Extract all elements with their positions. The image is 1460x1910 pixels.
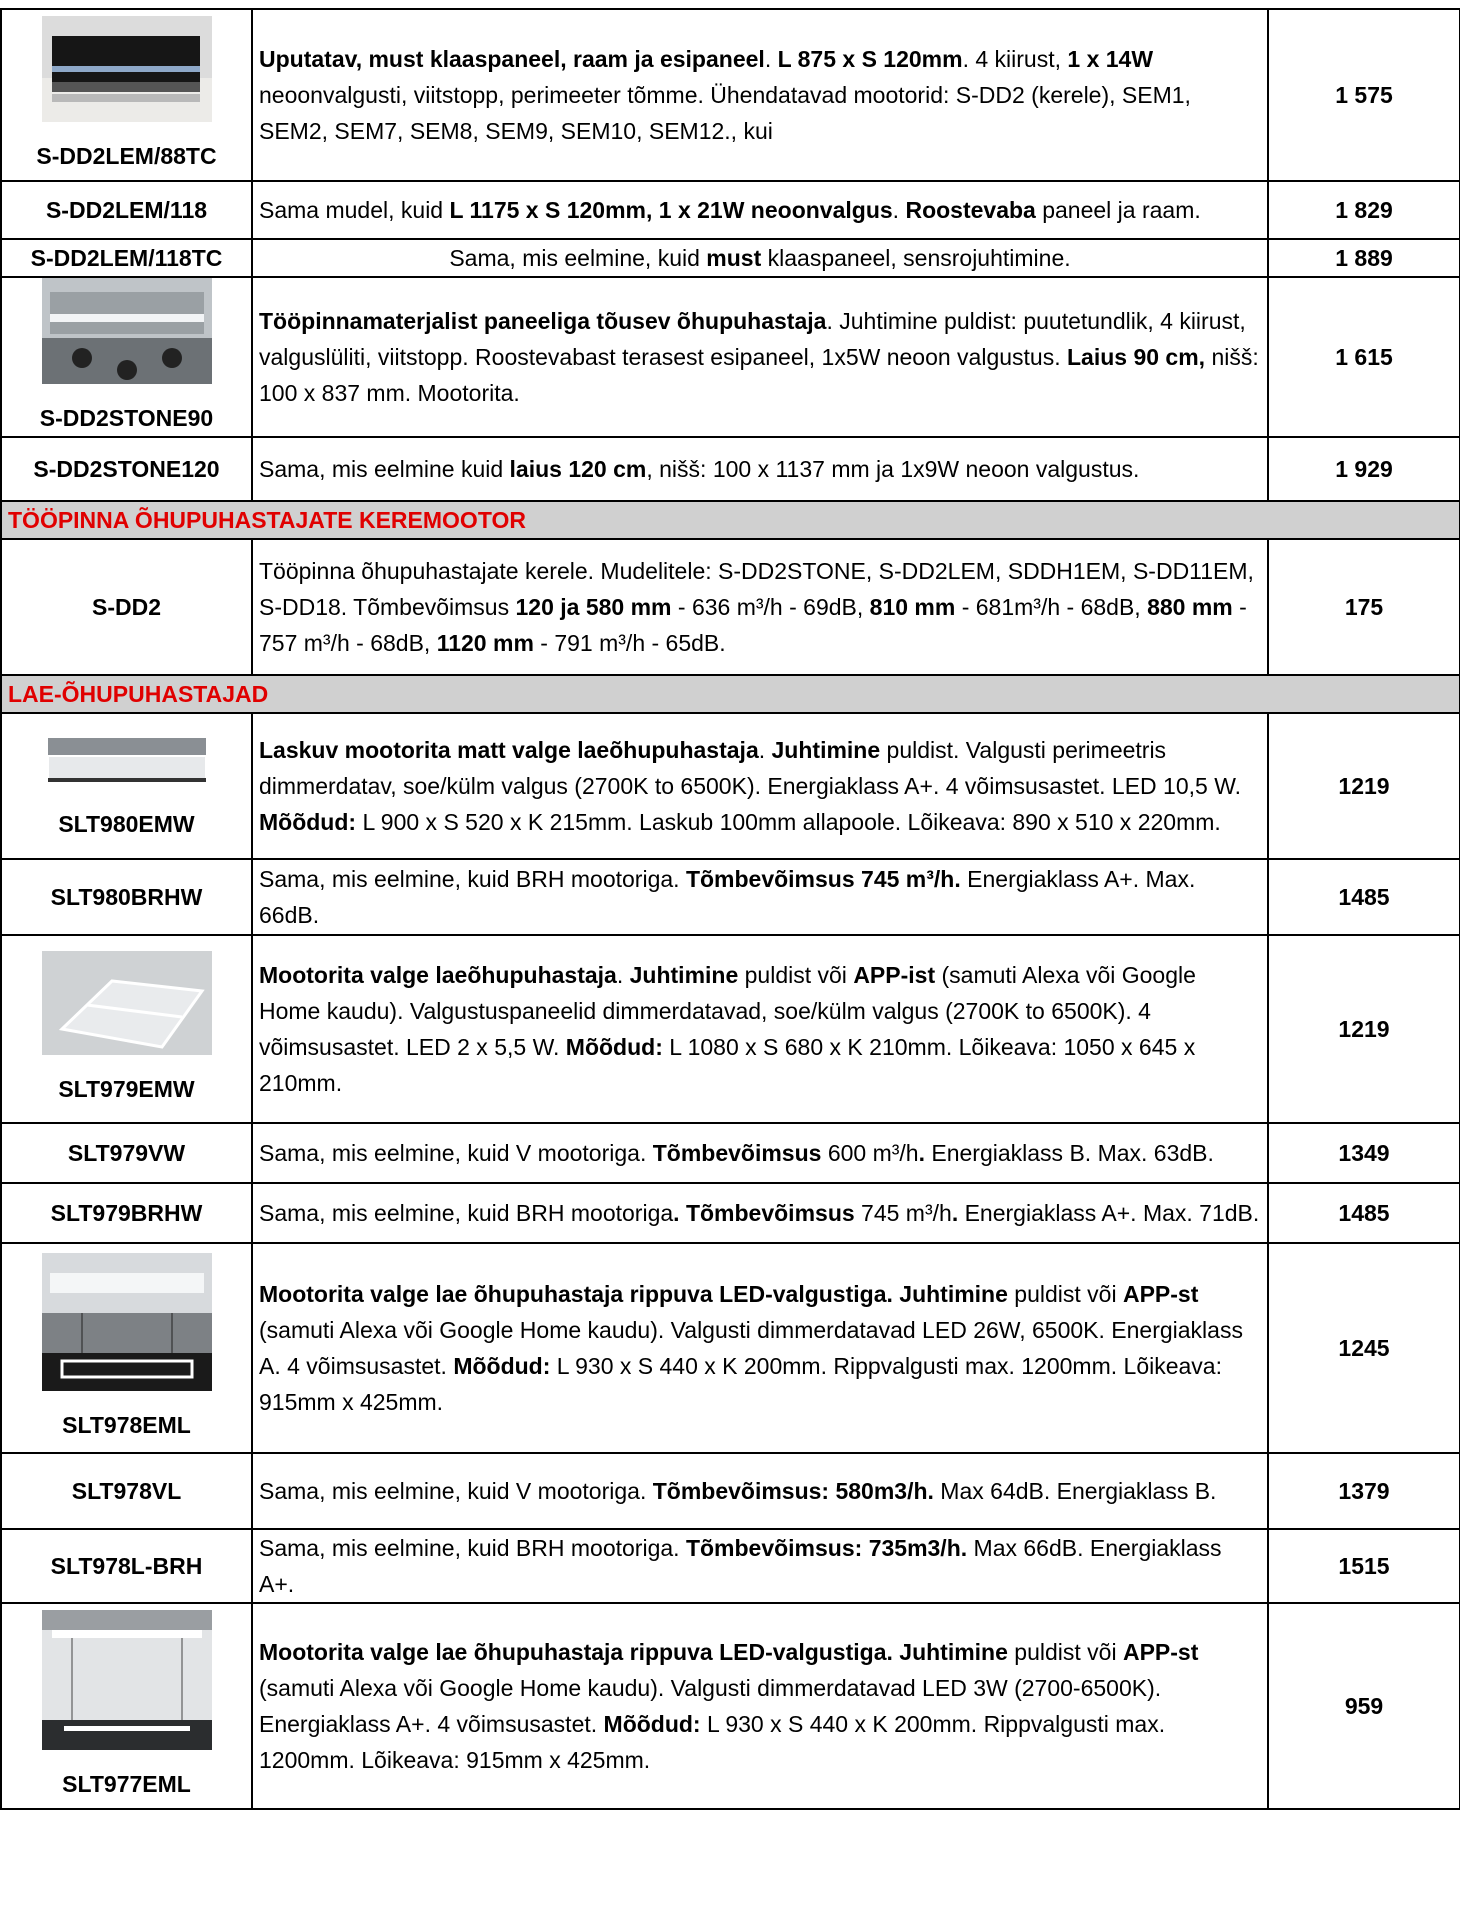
description-text: . [758, 737, 772, 763]
product-row [1, 277, 1460, 437]
description-bold-text: 120 ja 580 mm [515, 594, 672, 620]
description-cell [252, 859, 1268, 935]
description-text: - 636 m³/h - 69dB, [671, 594, 870, 620]
price-cell: 1379 [1268, 1453, 1460, 1529]
model-cell [1, 859, 252, 935]
price-cell: 1245 [1268, 1243, 1460, 1453]
description-text: . [764, 46, 778, 72]
price-cell: 175 [1268, 539, 1460, 675]
price-cell: 1 889 [1268, 239, 1460, 277]
description-bold-text: Mõõdud: [603, 1711, 701, 1737]
product-row [1, 1183, 1460, 1243]
description-cell [252, 539, 1268, 675]
description-bold-text: 1120 mm [436, 630, 534, 656]
price-cell: 1515 [1268, 1529, 1460, 1603]
description-bold-text: Tõmbevõimsus [652, 1140, 822, 1166]
ceiling-hood-pendant-led-photo [8, 1253, 245, 1401]
description-text: - 791 m³/h - 65dB. [533, 630, 726, 656]
model-cell [1, 539, 252, 675]
description-text: Sama mudel, kuid [259, 197, 450, 223]
description-cell [252, 1123, 1268, 1183]
description-bold-text: laius 120 cm [509, 456, 647, 482]
model-code: SLT978VL [71, 1478, 182, 1504]
description-text: L 1080 x S 680 x K 210mm. Lõikeava: 1050 x 645 x 210mm. [259, 1034, 1196, 1096]
downdraft-hood-black-glass-photo [8, 16, 245, 132]
description-bold-text: APP-ist [853, 962, 936, 988]
section-title: LAE-ÕHUPUHASTAJAD [1, 675, 1460, 713]
description-text: (samuti Alexa või Google Home kaudu). Valgusti dimmerdatavad LED 3W (2700-6500K). Energiaklass A+. 4 võimsusastet. [259, 1675, 1162, 1737]
product-row [1, 239, 1460, 277]
description-bold-text: Mõõdud: [453, 1353, 551, 1379]
description-bold-text: Tööpinnamaterjalist paneeliga tõusev õhupuhastaja [259, 308, 827, 334]
description-bold-text: Laskuv mootorita matt valge laeõhupuhastaja [259, 737, 759, 763]
model-code: S-DD2STONE90 [39, 405, 214, 431]
description-cell [252, 1453, 1268, 1529]
product-row [1, 9, 1460, 181]
description-text: L 900 x S 520 x K 215mm. Laskub 100mm allapoole. Lõikeava: 890 x 510 x 220mm. [356, 809, 1221, 835]
description-text: Sama, mis eelmine kuid [259, 456, 510, 482]
description-text: puldist või [1007, 1639, 1123, 1665]
price-list-table [0, 8, 1460, 1810]
countertop-hood-over-gas-hob-photo [8, 278, 245, 394]
description-bold-text: Roostevaba [905, 197, 1036, 223]
model-cell [1, 437, 252, 501]
model-cell [1, 1183, 252, 1243]
description-bold-text: . [951, 1200, 959, 1226]
product-row [1, 1243, 1460, 1453]
price-cell: 1485 [1268, 859, 1460, 935]
description-text: Tööpinna õhupuhastajate kerele. Mudelitele: S-DD2STONE, S-DD2LEM, SDDH1EM, S-DD11EM, S-DD18. Tõmbevõimsus [259, 558, 1254, 620]
product-row [1, 1453, 1460, 1529]
model-cell [1, 1603, 252, 1809]
description-cell [252, 713, 1268, 859]
description-cell [252, 1529, 1268, 1603]
description-bold-text: Mootorita valge lae õhupuhastaja rippuva LED-valgustiga. Juhtimine [259, 1281, 1008, 1307]
model-cell [1, 1123, 252, 1183]
description-text: Sama, mis eelmine, kuid [449, 245, 707, 271]
model-code: SLT980BRHW [50, 884, 203, 910]
description-text: Energiaklass A+. Max. 71dB. [958, 1200, 1260, 1226]
description-bold-text: APP-st [1122, 1639, 1199, 1665]
description-text: Sama, mis eelmine, kuid V mootoriga. [259, 1140, 653, 1166]
description-text: Sama, mis eelmine, kuid V mootoriga. [259, 1478, 653, 1504]
description-text: . [616, 962, 630, 988]
description-bold-text: Juhtimine [629, 962, 739, 988]
description-text: L 930 x S 440 x K 200mm. Rippvalgusti max. 1200mm. Lõikeava: 915mm x 425mm. [259, 1711, 1166, 1773]
model-cell [1, 935, 252, 1123]
price-cell: 959 [1268, 1603, 1460, 1809]
price-cell: 1219 [1268, 935, 1460, 1123]
description-bold-text: Tõmbevõimsus: 735m3/h. [685, 1535, 968, 1561]
model-code: SLT979EMW [58, 1076, 195, 1102]
description-bold-text: must [706, 245, 762, 271]
description-bold-text: Uputatav, must klaaspaneel, raam ja esipaneel [259, 46, 765, 72]
product-row [1, 935, 1460, 1123]
model-cell [1, 239, 252, 277]
model-code: SLT978L-BRH [50, 1553, 203, 1579]
product-row [1, 1123, 1460, 1183]
description-text: 745 m³/h [854, 1200, 952, 1226]
section-header-row [1, 501, 1460, 539]
description-bold-text: Mõõdud: [259, 809, 357, 835]
description-text: puldist või [1007, 1281, 1123, 1307]
model-cell [1, 713, 252, 859]
description-bold-text: Juhtimine [771, 737, 881, 763]
description-text: . Juhtimine puldist: puutetundlik, 4 kiirust, valguslüliti, viitstopp. Roostevabast terasest esipaneel, 1x5W neoon valgustus. [259, 308, 1246, 370]
description-cell [252, 1603, 1268, 1809]
description-text: Max 64dB. Energiaklass B. [933, 1478, 1217, 1504]
model-code: S-DD2 [91, 594, 161, 620]
description-bold-text: L 875 x S 120mm [777, 46, 963, 72]
description-bold-text: 880 mm [1147, 594, 1233, 620]
product-row [1, 859, 1460, 935]
price-cell: 1219 [1268, 713, 1460, 859]
description-bold-text: . [918, 1140, 925, 1166]
description-text: puldist või [738, 962, 854, 988]
description-cell [252, 9, 1268, 181]
description-cell [252, 277, 1268, 437]
model-cell [1, 277, 252, 437]
product-row [1, 437, 1460, 501]
description-bold-text: 810 mm [869, 594, 956, 620]
description-bold-text: APP-st [1122, 1281, 1199, 1307]
description-text: - 681m³/h - 68dB, [955, 594, 1148, 620]
model-code: S-DD2LEM/88TC [36, 143, 217, 169]
product-row [1, 1529, 1460, 1603]
description-text: 600 m³/h [821, 1140, 919, 1166]
model-cell [1, 1529, 252, 1603]
model-cell [1, 181, 252, 239]
description-text: nišš: 100 x 837 mm. Mootorita. [259, 344, 1259, 406]
price-cell: 1485 [1268, 1183, 1460, 1243]
model-code: SLT978EML [62, 1412, 191, 1438]
description-text: . 4 kiirust, [962, 46, 1068, 72]
description-text: L 930 x S 440 x K 200mm. Rippvalgusti max. 1200mm. Lõikeava: 915mm x 425mm. [259, 1353, 1222, 1415]
section-title: TÖÖPINNA ÕHUPUHASTAJATE KEREMOOTOR [1, 501, 1460, 539]
model-cell [1, 9, 252, 181]
description-text: neoonvalgusti, viitstopp, perimeeter tõmme. Ühendatavad mootorid: S-DD2 (kerele), SEM1, SEM2, SEM7, SEM8, SEM9, SEM10, SEM12., kui [259, 82, 1191, 144]
description-text: Max 66dB. Energiaklass A+. [259, 1535, 1222, 1597]
description-bold-text: 1 x 14W [1067, 46, 1154, 72]
model-code: S-DD2STONE120 [33, 456, 220, 482]
description-bold-text: Mõõdud: [565, 1034, 663, 1060]
description-text: . [892, 197, 906, 223]
model-cell [1, 1453, 252, 1529]
model-code: SLT979BRHW [50, 1200, 203, 1226]
model-code: SLT980EMW [58, 811, 195, 837]
description-text: klaaspaneel, sensrojuhtimine. [761, 245, 1071, 271]
description-text: Energiaklass B. Max. 63dB. [924, 1140, 1214, 1166]
description-cell [252, 1183, 1268, 1243]
description-cell [252, 1243, 1268, 1453]
price-cell: 1 615 [1268, 277, 1460, 437]
price-list-body [1, 9, 1460, 1809]
description-text: Sama, mis eelmine, kuid BRH mootoriga. [259, 866, 686, 892]
ceiling-hood-perimeter-light-photo [8, 730, 245, 800]
product-row [1, 539, 1460, 675]
description-bold-text: Tõmbevõimsus 745 m³/h. [685, 866, 961, 892]
product-row [1, 713, 1460, 859]
ceiling-hood-pendant-bar-light-photo [8, 1610, 245, 1760]
description-bold-text: Tõmbevõimsus: 580m3/h. [652, 1478, 934, 1504]
description-text: (samuti Alexa või Google Home kaudu). Valgustuspaneelid dimmerdatavad, soe/külm valgus (2700K to 6500K). 4 võimsusastet. LED 2 x 5,5 W. [259, 962, 1196, 1060]
description-bold-text: Mootorita valge laeõhupuhastaja [259, 962, 617, 988]
description-text: Energiaklass A+. Max. 66dB. [259, 866, 1196, 928]
price-cell: 1 929 [1268, 437, 1460, 501]
description-text: paneel ja raam. [1035, 197, 1201, 223]
description-cell [252, 239, 1268, 277]
model-code: S-DD2LEM/118TC [30, 245, 223, 271]
price-cell: 1 575 [1268, 9, 1460, 181]
description-bold-text: Laius 90 cm, [1067, 344, 1206, 370]
description-text: , nišš: 100 x 1137 mm ja 1x9W neoon valgustus. [646, 456, 1140, 482]
ceiling-hood-two-panel-photo [8, 951, 245, 1065]
model-code: S-DD2LEM/118 [45, 197, 208, 223]
description-text: Sama, mis eelmine, kuid BRH mootoriga. [259, 1535, 686, 1561]
description-text: (samuti Alexa või Google Home kaudu). Valgusti dimmerdatavad LED 26W, 6500K. Energiaklass A. 4 võimsusastet. [259, 1317, 1243, 1379]
description-cell [252, 437, 1268, 501]
section-header-row [1, 675, 1460, 713]
model-code: SLT977EML [62, 1771, 191, 1797]
description-bold-text: L 1175 x S 120mm, 1 x 21W neoonvalgus [449, 197, 893, 223]
price-cell: 1349 [1268, 1123, 1460, 1183]
description-cell [252, 181, 1268, 239]
description-cell [252, 935, 1268, 1123]
description-bold-text: . Tõmbevõimsus [673, 1200, 855, 1226]
description-text: puldist. Valgusti perimeetris dimmerdatav, soe/külm valgus (2700K to 6500K). Energiaklass A+. 4 võimsusastet. LED 10,5 W. [259, 737, 1242, 799]
description-bold-text: Mootorita valge lae õhupuhastaja rippuva LED-valgustiga. Juhtimine [259, 1639, 1008, 1665]
model-cell [1, 1243, 252, 1453]
model-code: SLT979VW [67, 1140, 186, 1166]
description-text: - 757 m³/h - 68dB, [259, 594, 1247, 656]
price-cell: 1 829 [1268, 181, 1460, 239]
description-text: Sama, mis eelmine, kuid BRH mootoriga [259, 1200, 674, 1226]
product-row [1, 1603, 1460, 1809]
product-row [1, 181, 1460, 239]
